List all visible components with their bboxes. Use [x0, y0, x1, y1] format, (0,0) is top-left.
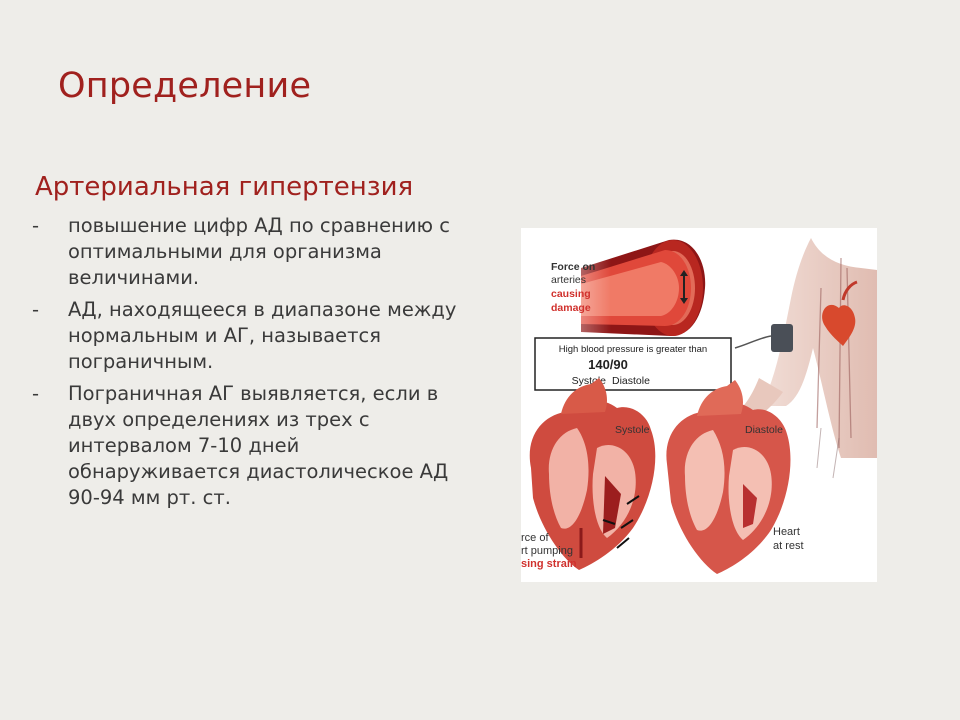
heart-diastole-illustration — [666, 380, 790, 574]
bullet-text: Пограничная АГ выявляется, если в двух определениях из трех с интервалом 7-10 дней обнаруживается диастолическое АД 90-94 мм рт. ст. — [68, 382, 449, 509]
bp-systole-label: Systole — [571, 375, 606, 387]
heart-diastole-label: Diastole — [745, 424, 783, 436]
bullet-item — [30, 297, 470, 375]
artery-cross-section — [521, 240, 705, 348]
bp-cuff-icon — [735, 324, 793, 352]
bullet-item — [30, 213, 470, 291]
subheading: Артериальная гипертензия — [35, 172, 414, 202]
bp-diastole-label: Diastole — [612, 375, 650, 387]
pump-label-line-2: rt pumping — [521, 545, 573, 557]
heart-systole-illustration — [530, 378, 656, 570]
bullet-marker: - — [32, 382, 40, 405]
bullet-marker: - — [32, 214, 40, 237]
bp-box-title: High blood pressure is greater than — [558, 344, 708, 355]
bullet-text: повышение цифр АД по сравнению с оптимальными для организма величинами. — [68, 214, 450, 289]
pump-label-line-1: rce of — [521, 532, 549, 544]
hypertension-illustration — [521, 228, 877, 582]
bp-threshold-box — [535, 338, 731, 390]
artery-label-line-2: arteries — [551, 274, 587, 286]
artery-label-line-4: damage — [551, 302, 591, 314]
bullet-marker: - — [32, 298, 40, 321]
artery-label-line-3: causing — [551, 288, 591, 300]
bullet-list — [30, 213, 470, 517]
pump-label-line-3: sing strain — [521, 558, 577, 570]
heart-systole-label: Systole — [615, 424, 650, 436]
heart-rest-label-line-1: Heart — [773, 526, 800, 538]
heart-rest-label-line-2: at rest — [773, 540, 804, 552]
slide-title: Определение — [58, 66, 312, 106]
bp-value: 140/90 — [588, 357, 628, 372]
bullet-text: АД, находящееся в диапазоне между нормальным и АГ, называется пограничным. — [68, 298, 457, 373]
artery-label-line-1: Force on — [551, 261, 596, 273]
bullet-item — [30, 381, 470, 511]
